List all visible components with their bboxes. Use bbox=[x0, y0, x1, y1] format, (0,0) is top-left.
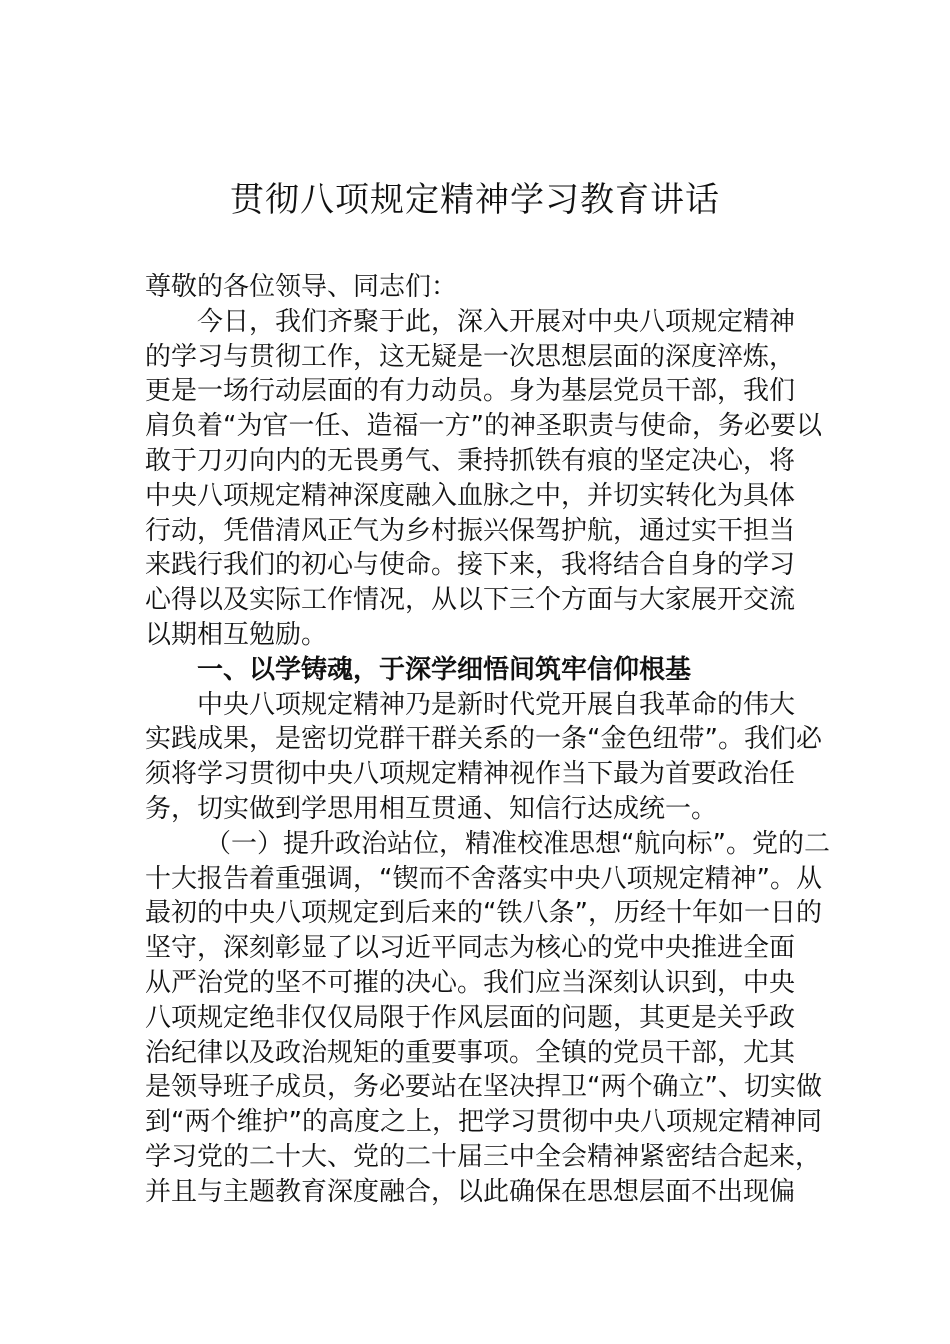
paragraph-line: 是领导班子成员，务必要站在坚决捍卫“两个确立”、切实做 bbox=[145, 1072, 822, 1103]
paragraph-line: 的学习与贯彻工作，这无疑是一次思想层面的深度淬炼， bbox=[145, 341, 796, 372]
paragraph-line: 更是一场行动层面的有力动员。身为基层党员干部，我们 bbox=[145, 376, 796, 407]
document-title: 贯彻八项规定精神学习教育讲话 bbox=[230, 180, 720, 220]
paragraph-line: 中央八项规定精神乃是新时代党开展自我革命的伟大 bbox=[197, 689, 796, 720]
paragraph-line: 坚守，深刻彰显了以习近平同志为核心的党中央推进全面 bbox=[145, 933, 796, 964]
paragraph-line: 来践行我们的初心与使命。接下来，我将结合自身的学习 bbox=[145, 550, 796, 581]
paragraph-line: 最初的中央八项规定到后来的“铁八条”，历经十年如一日的 bbox=[145, 898, 822, 929]
paragraph-line: 八项规定绝非仅仅局限于作风层面的问题，其更是关乎政 bbox=[145, 1002, 796, 1033]
paragraph-line: 治纪律以及政治规矩的重要事项。全镇的党员干部，尤其 bbox=[145, 1037, 796, 1068]
paragraph-line: 以期相互勉励。 bbox=[145, 619, 328, 650]
paragraph-line: 肩负着“为官一任、造福一方”的神圣职责与使命，务必要以 bbox=[145, 411, 822, 442]
paragraph-line: 今日，我们齐聚于此，深入开展对中央八项规定精神 bbox=[197, 306, 796, 337]
paragraph-line: 务，切实做到学思用相互贯通、知信行达成统一。 bbox=[145, 793, 718, 824]
paragraph-line: 十大报告着重强调，“锲而不舍落实中央八项规定精神”。从 bbox=[145, 863, 822, 894]
paragraph-line: 并且与主题教育深度融合，以此确保在思想层面不出现偏 bbox=[145, 1176, 796, 1207]
paragraph-line: 从严治党的坚不可摧的决心。我们应当深刻认识到，中央 bbox=[145, 967, 796, 998]
salutation-line: 尊敬的各位领导、同志们： bbox=[145, 272, 458, 302]
paragraph-line: 心得以及实际工作情况，从以下三个方面与大家展开交流 bbox=[145, 585, 796, 616]
paragraph-line: 行动，凭借清风正气为乡村振兴保驾护航，通过实干担当 bbox=[145, 515, 796, 546]
paragraph-line: 敢于刀刃向内的无畏勇气、秉持抓铁有痕的坚定决心，将 bbox=[145, 445, 796, 476]
document-body bbox=[145, 270, 830, 1210]
paragraph-line: 须将学习贯彻中央八项规定精神视作当下最为首要政治任 bbox=[145, 759, 796, 790]
paragraph-line: 中央八项规定精神深度融入血脉之中，并切实转化为具体 bbox=[145, 480, 796, 511]
subsection-line: （一）提升政治站位，精准校准思想“航向标”。党的二 bbox=[205, 828, 830, 859]
paragraph-line: 到“两个维护”的高度之上，把学习贯彻中央八项规定精神同 bbox=[145, 1107, 822, 1138]
paragraph-line: 实践成果，是密切党群干群关系的一条“金色纽带”。我们必 bbox=[145, 724, 822, 755]
section-heading: 一、以学铸魂，于深学细悟间筑牢信仰根基 bbox=[197, 654, 692, 685]
paragraph-line: 学习党的二十大、党的二十届三中全会精神紧密结合起来， bbox=[145, 1141, 822, 1172]
